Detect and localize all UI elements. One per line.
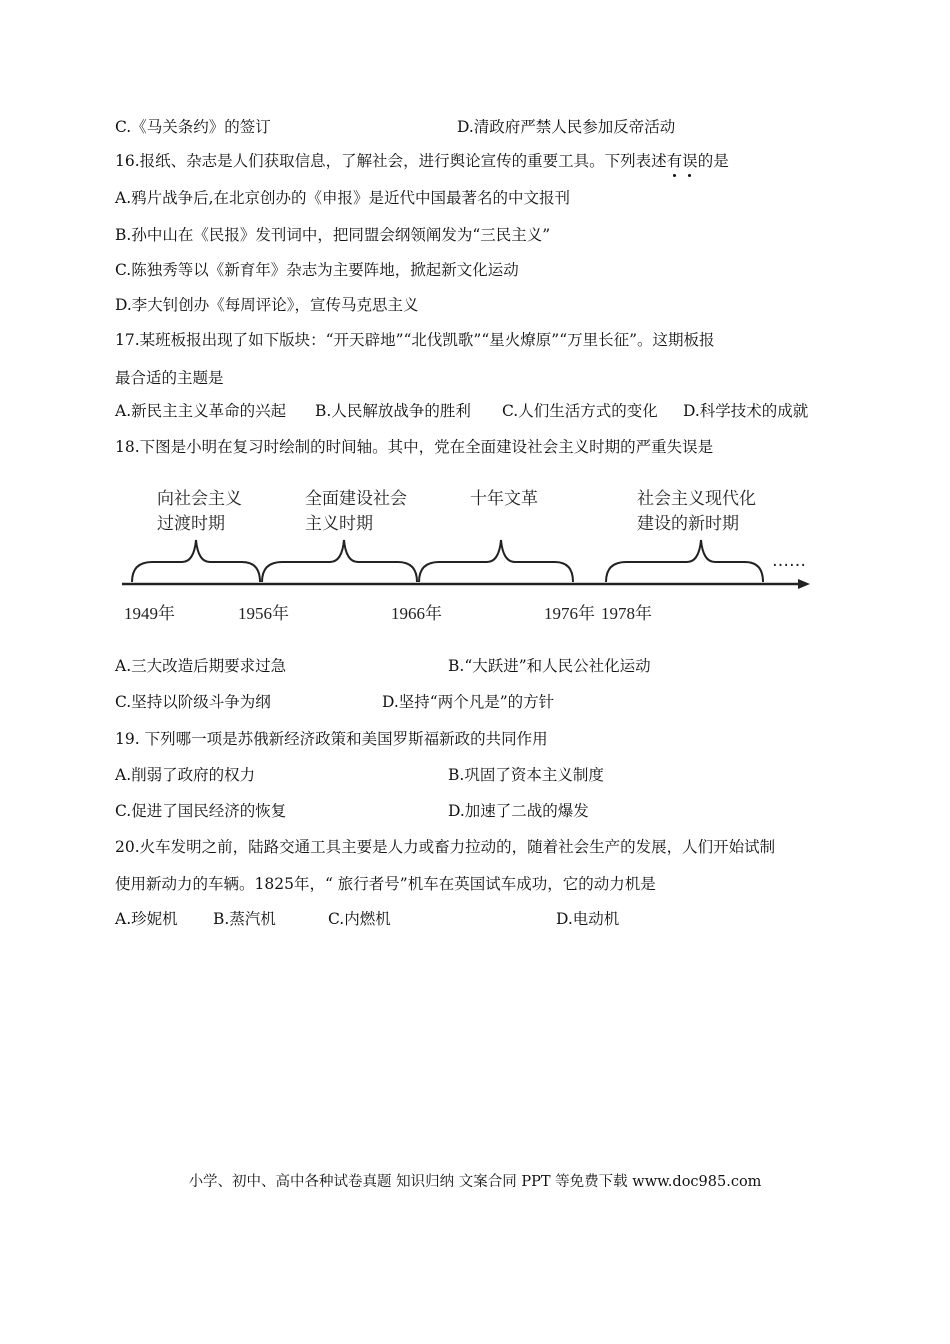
q19-options-row1 — [115, 765, 845, 785]
q16-stem-tail: 的是 — [697, 152, 729, 170]
timeline-year-1949: 1949年 — [124, 604, 175, 623]
q19-stem: 19. 下列哪一项是苏俄新经济政策和美国罗斯福新政的共同作用 — [115, 730, 548, 748]
q19-option-a: A.削弱了政府的权力 — [115, 766, 256, 784]
q18-options-row1 — [115, 656, 845, 676]
timeline-year-1976: 1976年 — [544, 604, 595, 623]
q20-option-c: C.内燃机 — [328, 910, 391, 928]
timeline-year-1966: 1966年 — [391, 604, 442, 623]
q20-options — [115, 909, 845, 929]
timeline-period-4-line1: 社会主义现代化 — [637, 489, 756, 509]
timeline-period-2-line2: 主义时期 — [305, 514, 373, 534]
q19-options-row2 — [115, 801, 845, 821]
timeline-period-4-line2: 建设的新时期 — [637, 514, 739, 534]
timeline-brace-3 — [419, 540, 573, 582]
q18-options-row2 — [115, 692, 845, 712]
q19-option-c: C.促进了国民经济的恢复 — [115, 802, 287, 820]
page-footer: 小学、初中、高中各种试卷真题 知识归纳 文案合同 PPT 等免费下载 www.doc985.com — [188, 1174, 762, 1190]
q17-stem-line2: 最合适的主题是 — [115, 369, 224, 387]
q20-stem-line2: 使用新动力的车辆。1825年，“ 旅行者号”机车在英国试车成功，它的动力机是 — [115, 875, 656, 893]
q16-stem-text: 16.报纸、杂志是人们获取信息，了解社会，进行舆论宣传的重要工具。下列表述 — [115, 152, 667, 170]
q16-option-a: A.鸦片战争后,在北京创办的《申报》是近代中国最著名的中文报刊 — [115, 189, 571, 207]
q16-option-b: B.孙中山在《民报》发刊词中，把同盟会纲领阐发为“三民主义” — [115, 226, 551, 244]
q20-stem-line1: 20.火车发明之前，陆路交通工具主要是人力或畜力拉动的，随着社会生产的发展，人们开始试制 — [115, 838, 776, 856]
q16-emphasis-2: 误 — [682, 151, 698, 171]
q20-option-d: D.电动机 — [556, 910, 620, 928]
q16-stem — [115, 151, 729, 171]
q16-emphasis-1: 有 — [667, 151, 683, 171]
q18-option-b: B.“大跃进”和人民公社化运动 — [448, 657, 651, 675]
q16-option-d: D.李大钊创办《每周评论》，宣传马克思主义 — [115, 296, 419, 314]
q16-option-c: C.陈独秀等以《新育年》杂志为主要阵地，掀起新文化运动 — [115, 261, 519, 279]
timeline-diagram — [110, 478, 830, 638]
q20-option-a: A.珍妮机 — [115, 910, 178, 928]
q18-stem: 18.下图是小明在复习时绘制的时间轴。其中，党在全面建设社会主义时期的严重失误是 — [115, 438, 714, 456]
timeline-period-3-line1: 十年文革 — [470, 489, 538, 509]
timeline-brace-2 — [262, 540, 417, 582]
timeline-period-2-line1: 全面建设社会 — [305, 489, 407, 509]
q20-option-b: B.蒸汽机 — [213, 910, 276, 928]
timeline-year-1978: 1978年 — [601, 604, 652, 623]
timeline-brace-4 — [606, 540, 763, 582]
q18-option-d: D.坚持“两个凡是”的方针 — [382, 693, 555, 711]
q19-option-d: D.加速了二战的爆发 — [448, 802, 589, 820]
q17-option-a: A.新民主主义革命的兴起 — [115, 402, 287, 420]
q17-options — [115, 401, 845, 421]
q17-option-c: C.人们生活方式的变化 — [502, 402, 658, 420]
q18-option-a: A.三大改造后期要求过急 — [115, 657, 287, 675]
q19-option-b: B.巩固了资本主义制度 — [448, 766, 604, 784]
q15-option-c: C.《马关条约》的签订 — [115, 118, 271, 136]
q17-option-d: D.科学技术的成就 — [683, 402, 809, 420]
timeline-ellipsis: …… — [772, 551, 806, 571]
timeline-year-1956: 1956年 — [238, 604, 289, 623]
q15-option-d: D.清政府严禁人民参加反帝活动 — [457, 118, 676, 136]
timeline-brace-1 — [132, 540, 260, 582]
q17-option-b: B.人民解放战争的胜利 — [315, 402, 471, 420]
q17-stem-line1: 17.某班板报出现了如下版块：“开天辟地”“北伐凯歌”“星火燎原”“万里长征”。这期板报 — [115, 331, 715, 349]
q18-option-c: C.坚持以阶级斗争为纲 — [115, 693, 271, 711]
timeline-period-1-line2: 过渡时期 — [157, 514, 225, 534]
timeline-arrow-icon — [798, 579, 810, 589]
timeline-period-1-line1: 向社会主义 — [157, 489, 242, 509]
